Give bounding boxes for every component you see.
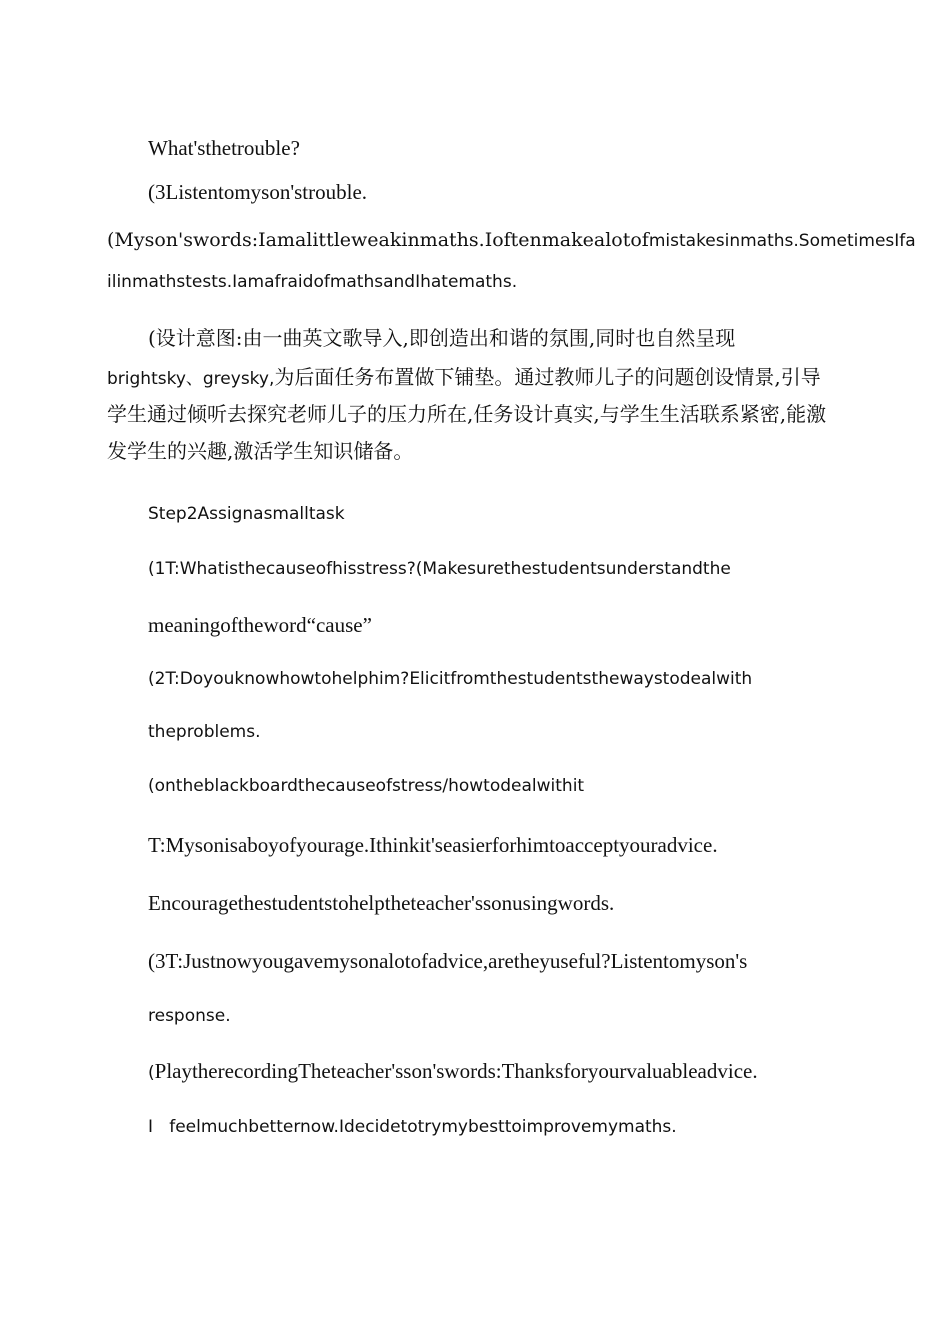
text-line-how-to-help: (2T:Doyouknowhowtohelphim?Elicitfromthestudentsthewaystodealwith (148, 669, 753, 689)
text-line-bright-sky (107, 367, 821, 388)
text-line-response: response. (148, 1006, 231, 1026)
text-line-step2: Step2Assignasmalltask (148, 504, 345, 524)
text-line-whats-the-trouble: What'sthetrouble? (148, 136, 300, 160)
text-line-meaning-of-cause: meaningoftheword“cause” (148, 613, 372, 637)
text-line-feel-better: I feelmuchbetternow.Idecidetotrymybesttoimprovemymaths. (148, 1117, 677, 1137)
text-line-interest: 发学生的兴趣,激活学生知识储备。 (107, 439, 414, 463)
text-line-listen-to-son: (3Listentomyson'strouble. (148, 180, 368, 204)
text-line-design-intent: (设计意图:由一曲英文歌导入,即创造出和谐的氛围,同时也自然呈现 (148, 326, 736, 350)
bright-sky-continuation: 为后面任务布置做下铺垫。通过教师儿子的问题创设情景,引导 (274, 365, 821, 389)
text-line-play-recording (148, 1061, 758, 1082)
sons-words-sans-part: mistakesinmaths.SometimesIfa (648, 231, 916, 251)
play-recording-paren: ( (148, 1063, 155, 1083)
sons-words-serif-part: (Myson'swords:Iamalittleweakinmaths.Ioftenmakealotof (107, 229, 649, 251)
play-recording-text: PlaytherecordingTheteacher'sson'swords:Thanksforyourvaluableadvice. (154, 1059, 758, 1083)
text-line-blackboard: (ontheblackboardthecauseofstress/howtodealwithit (148, 776, 585, 796)
text-line-the-problems: theproblems. (148, 722, 261, 742)
text-line-sons-words (107, 231, 916, 250)
text-line-students-listen: 学生通过倾听去探究老师儿子的压力所在,任务设计真实,与学生生活联系紧密,能激 (107, 402, 827, 426)
text-line-cause-of-stress: (1T:Whatisthecauseofhisstress?(Makesurethestudentsunderstandthe (148, 559, 731, 579)
text-line-lot-of-advice: (3T:Justnowyougavemysonalotofadvice,aretheyuseful?Listentomyson's (148, 949, 748, 973)
bright-sky-label: brightsky、greysky, (107, 369, 275, 389)
text-line-encourage-students: Encouragethestudentstohelptheteacher'ssonusingwords. (148, 891, 615, 915)
text-line-boy-of-your-age: T:Mysonisaboyofyourage.Ithinkit'seasierforhimtoacceptyouradvice. (148, 833, 718, 857)
text-line-fail-in-maths: ilinmathstests.IamafraidofmathsandIhatemaths. (107, 272, 518, 292)
